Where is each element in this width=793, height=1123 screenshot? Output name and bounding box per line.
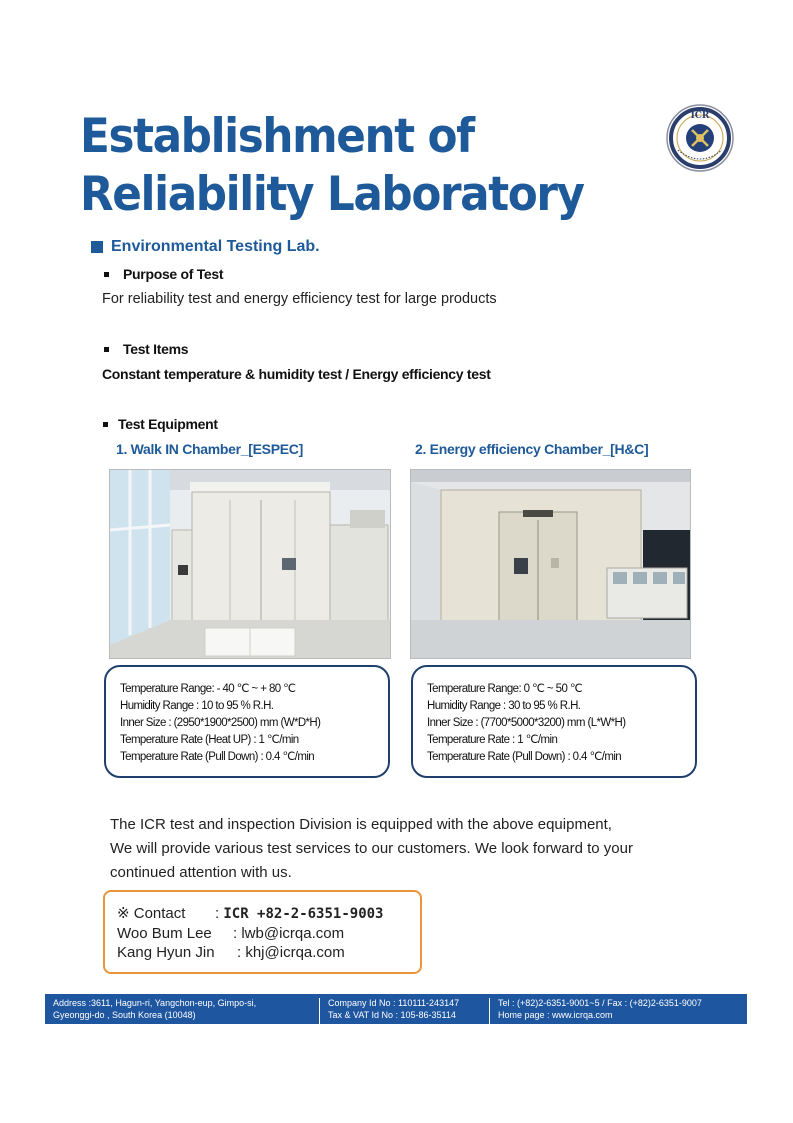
spec-line: Temperature Rate (Pull Down) : 0.4 ℃/min [120, 751, 315, 763]
title-line-1: Establishment of [80, 109, 474, 164]
test-items-bullet [104, 341, 188, 357]
spec-line: Temperature Rate : 1 ℃/min [427, 734, 558, 746]
equipment-1-spec-box [104, 665, 390, 778]
page-title [80, 108, 584, 224]
equipment-label: Test Equipment [118, 416, 218, 432]
contact-person-email[interactable]: khj@icrqa.com [245, 944, 345, 961]
bullet-icon [103, 422, 108, 427]
equipment-1-title: 1. Walk IN Chamber_[ESPEC] [116, 441, 303, 457]
closing-line: continued attention with us. [110, 864, 292, 881]
contact-colon: : [233, 925, 238, 942]
energy-efficiency-chamber-photo [410, 469, 691, 659]
footer-address [45, 998, 319, 1024]
closing-line: The ICR test and inspection Division is equipped with the above equipment, [110, 816, 612, 833]
test-items-label: Test Items [123, 341, 189, 357]
footer-address-line: Gyeonggi-do , South Korea (10048) [53, 1009, 196, 1020]
contact-main-row [117, 904, 420, 924]
footer-contact [489, 998, 747, 1024]
bullet-icon [104, 347, 109, 352]
purpose-bullet [104, 266, 223, 282]
contact-colon: : [215, 905, 220, 922]
contact-colon: : [237, 944, 242, 961]
spec-line: Humidity Range : 30 to 95 % R.H. [427, 700, 581, 712]
contact-main-phone[interactable]: ICR +82-2-6351-9003 [223, 906, 384, 922]
spec-line: Temperature Range: 0 ℃ ~ 50 ℃ [427, 683, 583, 695]
contact-person-row [117, 924, 420, 943]
icr-logo [666, 104, 734, 172]
square-bullet-icon [91, 241, 103, 253]
section-heading [91, 238, 320, 256]
footer-bar [45, 994, 747, 1024]
closing-paragraph [110, 813, 633, 885]
contact-person-name: Kang Hyun Jin [117, 944, 215, 961]
walk-in-chamber-photo [109, 469, 391, 659]
contact-person-email[interactable]: lwb@icrqa.com [241, 925, 345, 942]
spec-line: Inner Size : (2950*1900*2500) mm (W*D*H) [120, 717, 321, 729]
spec-line: Humidity Range : 10 to 95 % R.H. [120, 700, 274, 712]
footer-homepage[interactable]: Home page : www.icrqa.com [498, 1009, 613, 1020]
spec-line: Temperature Range: - 40 ℃ ~ + 80 ℃ [120, 683, 296, 695]
footer-address-line: Address :3611, Hagun-ri, Yangchon-eup, Gimpo-si, [53, 998, 257, 1008]
contact-label: ※ Contact [117, 905, 186, 922]
equipment-2-spec-box [411, 665, 697, 778]
spec-line: Inner Size : (7700*5000*3200) mm (L*W*H) [427, 717, 626, 729]
equipment-bullet [103, 416, 218, 432]
section-heading-text: Environmental Testing Lab. [111, 238, 320, 255]
closing-line: We will provide various test services to our customers. We look forward to your [110, 840, 633, 857]
spec-line: Temperature Rate (Pull Down) : 0.4 ℃/min [427, 751, 622, 763]
purpose-label: Purpose of Test [123, 266, 224, 282]
footer-company-id: Company Id No : 110111-243147 [328, 998, 460, 1008]
contact-person-name: Woo Bum Lee [117, 925, 212, 942]
svg-text:ICR: ICR [690, 111, 710, 121]
test-items-text: Constant temperature & humidity test / Energy efficiency test [102, 366, 491, 382]
contact-box [103, 890, 422, 974]
footer-ids [319, 998, 489, 1024]
contact-person-row [117, 943, 420, 962]
equipment-2-title: 2. Energy efficiency Chamber_[H&C] [415, 441, 649, 457]
title-line-2: Reliability Laboratory [80, 167, 584, 222]
footer-tel-fax: Tel : (+82)2-6351-9001~5 / Fax : (+82)2-6351-9007 [498, 998, 702, 1008]
purpose-text: For reliability test and energy efficiency test for large products [102, 291, 497, 307]
bullet-icon [104, 272, 109, 277]
spec-line: Temperature Rate (Heat UP) : 1 ℃/min [120, 734, 299, 746]
footer-tax-id: Tax & VAT Id No : 105-86-35114 [328, 1009, 456, 1020]
